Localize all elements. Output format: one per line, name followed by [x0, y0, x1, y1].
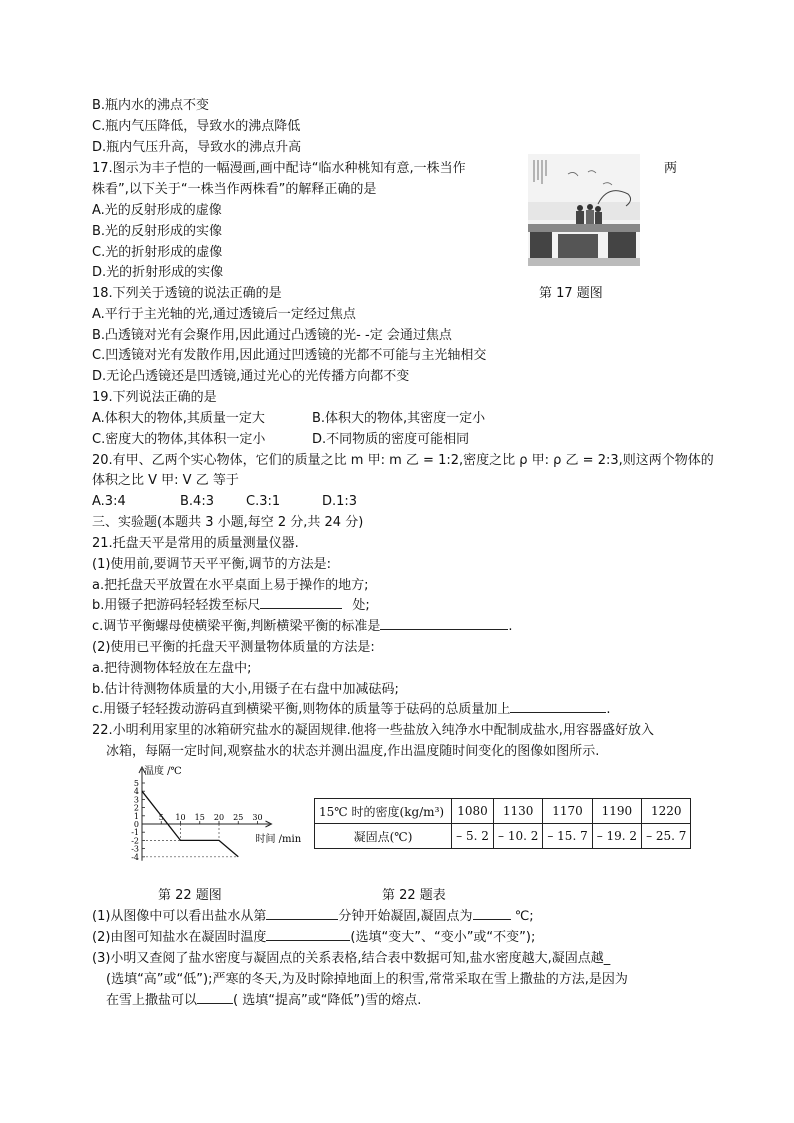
table-cell: – 15. 7 [543, 824, 592, 849]
q19-option-a: A.体积大的物体,其质量一定大 [92, 411, 265, 426]
q22-part3-line2: (选填“高”或“低”);严寒的冬天,为及时除掉地面上的积雪,常常采取在雪上撒盐的方法,是因为 [106, 972, 628, 987]
table-cell: 1080 [452, 799, 494, 824]
q17-option-b: B.光的反射形成的实像 [92, 224, 223, 239]
table-row [315, 799, 691, 824]
q17-option-d: D.光的折射形成的实像 [92, 265, 224, 280]
table-cell: – 25. 7 [642, 824, 691, 849]
answer-blank[interactable] [266, 928, 350, 941]
y-tick-label: -3 [131, 844, 139, 854]
q22-table-caption: 第 22 题表 [382, 888, 446, 903]
q20-option-a: A.3:4 [92, 494, 126, 509]
x-tick-label: 5 [158, 813, 164, 822]
q17-option-a: A.光的反射形成的虚像 [92, 203, 222, 218]
q22-part2: (2)由图可知盐水在凝固时温度 (选填“变大”、“变小”或“不变”); [92, 930, 536, 945]
table-cell: 1130 [494, 799, 543, 824]
answer-blank[interactable] [260, 596, 342, 609]
q18-option-d: D.无论凸透镜还是凹透镜,通过光心的光传播方向都不变 [92, 369, 410, 384]
table-header-density: 15℃ 时的密度(kg/m³) [315, 799, 452, 824]
q17-stem-line2: 株看”,以下关于“一株当作两株看”的解释正确的是 [92, 182, 377, 197]
table-row [315, 824, 691, 849]
q17-stem-line1: 17.图示为丰子恺的一幅漫画,画中配诗“临水种桃知有意,一株当作 [92, 161, 466, 176]
table-cell: – 5. 2 [452, 824, 494, 849]
q18-option-c: C.凹透镜对光有发散作用,因此通过凹透镜的光都不可能与主光轴相交 [92, 348, 487, 363]
answer-blank[interactable] [473, 907, 511, 920]
table-cell: 1190 [592, 799, 641, 824]
answer-blank[interactable] [510, 700, 606, 713]
q21-stem: 21.托盘天平是常用的质量测量仪器. [92, 536, 299, 551]
y-tick-label: -4 [131, 852, 139, 862]
q22-density-table [314, 798, 691, 849]
q16-option-d: D.瓶内气压升高，导致水的沸点升高 [92, 140, 302, 155]
q21-step-b2: b.估计待测物体质量的大小,用镊子在右盘中加减砝码; [92, 682, 399, 697]
q17-stem-line1-tail: 两 [664, 161, 678, 176]
x-tick-label: 25 [233, 813, 244, 822]
y-tick-label: -2 [131, 836, 139, 846]
x-tick-label: 15 [194, 813, 205, 822]
q20-option-b: B.4:3 [180, 494, 214, 509]
table-cell: 1170 [543, 799, 592, 824]
x-tick-label: 20 [213, 813, 225, 822]
q20-stem-line1: 20.有甲、乙两个实心物体，它们的质量之比 m 甲: m 乙 = 1:2,密度之比 ρ 甲: ρ 乙 = 2:3,则这两个物体的 [92, 453, 714, 468]
y-tick-label: 5 [133, 779, 139, 788]
q17-figure-caption: 第 17 题图 [539, 286, 603, 301]
q22-part1: (1)从图像中可以看出盐水从第 分钟开始凝固,凝固点为 ℃; [92, 909, 534, 924]
y-tick-label: 2 [133, 803, 139, 813]
x-tick-label: 30 [252, 813, 263, 822]
section3-heading: 三、实验题(本题共 3 小题,每空 2 分,共 24 分) [92, 515, 364, 530]
table-cell: 1220 [642, 799, 691, 824]
q18-option-b: B.凸透镜对光有会聚作用,因此通过凸透镜的光- -定 会通过焦点 [92, 328, 452, 343]
q22-stem-line1: 22.小明利用家里的冰箱研究盐水的凝固规律.他将一些盐放入纯净水中配制成盐水,用容器盛好放入 [92, 723, 654, 738]
q22-part3-line3: 在雪上撒盐可以 ( 选填“提高”或“降低”)雪的熔点. [106, 993, 422, 1008]
q21-step-a: a.把托盘天平放置在水平桌面上易于操作的地方; [92, 578, 369, 593]
x-tick-label: 10 [175, 813, 186, 822]
y-tick-label: 3 [133, 795, 139, 805]
table-header-freezing-point: 凝固点(℃) [315, 824, 452, 849]
table-cell: – 19. 2 [592, 824, 641, 849]
q21-part2: (2)使用已平衡的托盘天平测量物体质量的方法是: [92, 640, 375, 655]
q21-step-c: c.调节平衡螺母使横梁平衡,判断横梁平衡的标准是 . [92, 619, 513, 634]
q22-part3-line1: (3)小明又查阅了盐水密度与凝固点的关系表格,结合表中数据可知,盐水密度越大,凝固点越_ [92, 951, 611, 966]
y-tick-label: 1 [133, 811, 139, 821]
y-tick-label: 0 [133, 820, 139, 829]
q19-option-d: D.不同物质的密度可能相同 [312, 432, 470, 447]
q19-option-b: B.体积大的物体,其密度一定小 [312, 411, 486, 426]
y-tick-label: 4 [133, 787, 139, 797]
q17-option-c: C.光的折射形成的虚像 [92, 245, 223, 260]
answer-blank[interactable] [380, 617, 508, 630]
q20-option-c: C.3:1 [246, 494, 281, 509]
x-axis-label: 时间 /min [255, 834, 302, 845]
table-cell: – 10. 2 [494, 824, 543, 849]
q19-stem: 19.下列说法正确的是 [92, 390, 217, 405]
q20-stem-line2: 体积之比 V 甲: V 乙 等于 [92, 473, 239, 488]
answer-blank[interactable] [266, 907, 338, 920]
q21-step-c2: c.用镊子轻轻拨动游码直到横梁平衡,则物体的质量等于砝码的总质量加上 . [92, 702, 611, 717]
q22-temperature-graph [128, 763, 308, 875]
q21-step-a2: a.把待测物体轻放在左盘中; [92, 661, 252, 676]
y-axis-label: 温度 /℃ [144, 766, 182, 777]
q17-cartoon-image [528, 154, 640, 266]
q16-option-c: C.瓶内气压降低，导致水的沸点降低 [92, 119, 301, 134]
q19-option-c: C.密度大的物体,其体积一定小 [92, 432, 266, 447]
q21-part1: (1)使用前,要调节天平平衡,调节的方法是: [92, 557, 332, 572]
q16-option-b: B.瓶内水的沸点不变 [92, 98, 210, 113]
answer-blank[interactable] [197, 991, 233, 1004]
q22-graph-caption: 第 22 题图 [158, 888, 222, 903]
q22-stem-line2: 冰箱，每隔一定时间,观察盐水的状态并测出温度,作出温度随时间变化的图像如图所示. [106, 744, 600, 759]
y-tick-label: -1 [131, 828, 139, 838]
q18-stem: 18.下列关于透镜的说法正确的是 [92, 286, 282, 301]
q20-option-d: D.1:3 [322, 494, 358, 509]
q18-option-a: A.平行于主光轴的光,通过透镜后一定经过焦点 [92, 307, 356, 322]
q21-step-b: b.用镊子把游码轻轻拨至标尺 处; [92, 598, 370, 613]
